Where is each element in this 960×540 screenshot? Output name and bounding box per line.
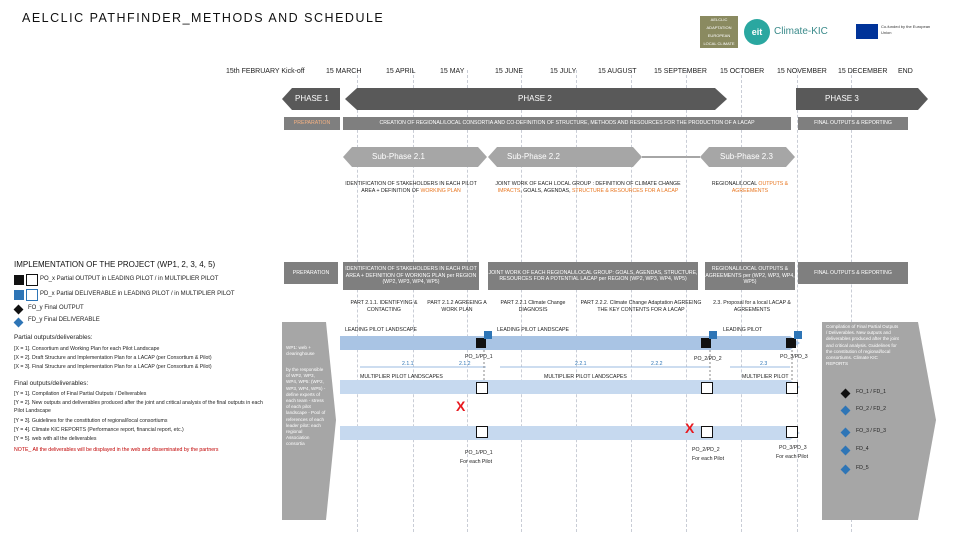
timeline-december: 15 DECEMBER	[838, 68, 888, 75]
deliverables-note: NOTE_ All the deliverables will be displayed in the web and disseminated by the partners	[14, 447, 219, 453]
po3-label: PO_3/PD_3	[780, 354, 808, 360]
marker-2-1-1: 2.1.1	[402, 361, 414, 367]
final-deliverable-5: [Y = 5]. web with all the deliverables	[14, 436, 97, 442]
partial-deliverables-heading: Partial outputs/deliverables:	[14, 334, 93, 341]
marker-2-1-2: 2.1.2	[459, 361, 471, 367]
po2-multiplier-label: PO_2/PD_2	[692, 447, 720, 453]
po2-multiplier-square-icon	[701, 382, 713, 394]
task-2-3: 2.3. Proposal for a local LACAP & AGREEMENTS	[713, 300, 791, 314]
final-deliverable-1: [Y = 1]. Compilation of Final Partial Outputs / Deliverables	[14, 391, 147, 397]
final-outputs-bar: FINAL OUTPUTS & REPORTING	[798, 117, 908, 130]
legend-blue-square-icon	[14, 290, 24, 300]
legend-white-square-icon	[26, 274, 38, 286]
final-item-2: FO_2 / FD_2	[856, 406, 886, 412]
subphase-2-1-desc: IDENTIFICATION OF STAKEHOLDERS IN EACH PILOT AREA + DEFINITION OF WORKING PLAN	[345, 181, 477, 195]
lane-leading-2: LEADING PILOT LANDSCAPE	[497, 327, 569, 333]
timeline-july: 15 JULY	[550, 68, 577, 75]
lane-multiplier-1: MULTIPLIER PILOT LANDSCAPES	[360, 374, 443, 380]
climate-kic-logo: Climate-KIC	[774, 26, 828, 37]
subphase-2-2-label: Sub-Phase 2.2	[507, 152, 560, 161]
legend-black-square-icon	[14, 275, 24, 285]
po2-leading-square-icon	[701, 338, 711, 348]
phase-2-label: PHASE 2	[518, 94, 552, 103]
final-deliverable-3: [Y = 3]. Guidelines for the constitution of regional/local consortiums	[14, 418, 168, 424]
phase-3-arrow	[796, 88, 928, 110]
partial-deliverable-3: [X = 3]. Final Structure and Implementation Plan for a LACAP (per Consortium & Pilot)	[14, 364, 212, 370]
phase-1-label: PHASE 1	[295, 94, 329, 103]
legend-po-x: PO_x Partial OUTPUT in LEADING PILOT / in MULTIPLIER PILOT	[40, 276, 219, 282]
legend-blue-outline-square-icon	[26, 289, 38, 301]
timeline-march: 15 MARCH	[326, 68, 362, 75]
marker-2-3: 2.3	[760, 361, 768, 367]
po3-multiplier2-square-icon	[786, 426, 798, 438]
timeline-august: 15 AUGUST	[598, 68, 637, 75]
aelclic-logo: AELCLIC ADAPTATION EUROPEAN LOCAL CLIMATE	[700, 16, 738, 48]
impl-box-1: IDENTIFICATION OF STAKEHOLDERS IN EACH PILOT AREA + DEFINITION OF WORKING PLAN per REGION (WP2, WP3, WP4, WP5)	[343, 262, 479, 290]
legend-fd-y: FD_y Final DELIVERABLE	[28, 317, 100, 323]
task-2-1-1: PART 2.1.1. IDENTIFYING & CONTACTING	[350, 300, 418, 314]
lane-multiplier-2: MULTIPLIER PILOT LANDSCAPES	[544, 374, 627, 380]
eu-text: Co-funded by the European Union	[881, 24, 931, 35]
final-panel-text: Compilation of Final Partial Outputs / Deliverables. New outputs and deliverables produced after the joint and critical analysis. Guidelines for the constitution of regional/local consortiums. Climate KIC REPORTS	[826, 324, 899, 367]
po3-multiplier-sub: For each Pilot	[776, 454, 809, 460]
x-mark-1: X	[456, 398, 466, 414]
legend-fo-y: FO_y Final OUTPUT	[28, 305, 84, 311]
final-item-4: FD_4	[856, 446, 869, 452]
subphase-2-3-desc: REGIONAL/LOCAL OUTPUTS & AGREEMENTS	[711, 181, 789, 195]
pd1-leading-blue-icon	[484, 331, 492, 339]
pd3-leading-blue-icon	[794, 331, 802, 339]
marker-2-2-1: 2.2.1	[575, 361, 587, 367]
impl-box-3: REGIONAL/LOCAL OUTPUTS & AGREEMENTS per (WP2, WP3, WP4, WP5)	[705, 262, 795, 290]
eit-logo: eit	[744, 19, 770, 45]
po2-multiplier2-square-icon	[701, 426, 713, 438]
impl-final-box: FINAL OUTPUTS & REPORTING	[798, 262, 908, 284]
multiplier-lane-bar-2	[340, 426, 800, 440]
lane-leading-1: LEADING PILOT LANDSCAPE	[345, 327, 417, 333]
po1-leading-square-icon	[476, 338, 486, 348]
po1-label: PO_1/PD_1	[465, 354, 493, 360]
task-2-1-2: PART 2.1.2 AGREEING A WORK PLAN	[427, 300, 487, 314]
multiplier-lane-bar-1	[340, 380, 800, 394]
final-item-5: FD_5	[856, 465, 869, 471]
side-column-responsible: by the responsible of WP2, WP3, WP4, WP5: (WP2, WP3, WP4, WP5) - define experts of each team - stress of each pilot landscape - Pool of references of each leader pilot: each regional Association consortia	[286, 367, 326, 447]
task-2-2-2: PART 2.2.2. Climate Change Adaptation AGREEING THE KEY CONTENTS FOR A LACAP	[580, 300, 702, 314]
timeline-kickoff: 15th FEBRUARY Kick-off	[226, 68, 305, 75]
implementation-title: IMPLEMENTATION OF THE PROJECT (WP1, 2, 3, 4, 5)	[14, 260, 216, 269]
po2-multiplier-sub: For each Pilot	[692, 456, 725, 462]
final-item-1: FO_1 / FD_1	[856, 389, 886, 395]
creation-bar: CREATION OF REGIONAL/LOCAL CONSORTIA AND CO-DEFINITION OF STRUCTURE, METHODS AND RESOURCES FOR THE PRODUCTION OF A LACAP	[343, 117, 791, 130]
lane-leading-3: LEADING PILOT	[723, 327, 763, 333]
final-deliverable-2: [Y = 2]. New outputs and deliverables produced after the joint and critical analysis of the final outputs in each Pilot Landscape	[14, 400, 263, 414]
po1-multiplier-sub: For each Pilot	[460, 459, 493, 465]
timeline-april: 15 APRIL	[386, 68, 416, 75]
po1-multiplier-square-icon	[476, 382, 488, 394]
po3-multiplier-square-icon	[786, 382, 798, 394]
lane-multiplier-3: MULTIPLIER PILOT	[742, 374, 789, 380]
final-deliverable-4: [Y = 4]. Climate KIC REPORTS (Performance report, financial report, etc.)	[14, 427, 184, 433]
timeline-october: 15 OCTOBER	[720, 68, 765, 75]
preparation-bar: PREPARATION	[284, 117, 340, 130]
timeline-may: 15 MAY	[440, 68, 465, 75]
timeline-september: 15 SEPTEMBER	[654, 68, 707, 75]
page-title: AELCLIC PATHFINDER_METHODS AND SCHEDULE	[22, 11, 385, 25]
subphase-2-1-label: Sub-Phase 2.1	[372, 152, 425, 161]
po1-multiplier-label: PO_1/PD_1	[465, 450, 493, 456]
subphase-2-3-label: Sub-Phase 2.3	[720, 152, 773, 161]
po1-multiplier2-square-icon	[476, 426, 488, 438]
impl-preparation-box: PREPARATION	[284, 262, 338, 284]
po3-multiplier-label: PO_3/PD_3	[779, 445, 807, 451]
side-column-wp1: WP1: web + clearinghouse	[286, 345, 315, 357]
partial-deliverable-2: [X = 2]. Draft Structure and Implementation Plan for a LACAP (per Consortium & Pilot)	[14, 355, 212, 361]
pd2-leading-blue-icon	[709, 331, 717, 339]
leading-lane-bar	[340, 336, 800, 350]
po2-label: PO_2/PD_2	[694, 356, 722, 362]
legend-pd-x: PD_x Partial DELIVERABLE in LEADING PILOT / in MULTIPLIER PILOT	[40, 291, 235, 297]
subphase-2-2-desc: JOINT WORK OF EACH LOCAL GROUP : DEFINITION OF CLIMATE CHANGE IMPACTS, GOALS, AGENDAS, STRUCTURE & RESOURCES FOR A LACAP	[495, 181, 681, 195]
timeline-june: 15 JUNE	[495, 68, 524, 75]
timeline-end: END	[898, 68, 913, 75]
timeline-november: 15 NOVEMBER	[777, 68, 827, 75]
marker-2-2-2: 2.2.2	[651, 361, 663, 367]
final-deliverables-heading: Final outputs/deliverables:	[14, 380, 89, 387]
phase-3-label: PHASE 3	[825, 94, 859, 103]
task-2-2-1: PART 2.2.1 Climate Change DIAGNOSIS	[500, 300, 566, 314]
po3-leading-square-icon	[786, 338, 796, 348]
x-mark-2: X	[685, 420, 695, 436]
partial-deliverable-1: [X = 1]. Consortium and Working Plan for each Pilot Landscape	[14, 346, 160, 352]
final-item-3: FO_3 / FD_3	[856, 428, 886, 434]
impl-box-2: JOINT WORK OF EACH REGIONAL/LOCAL GROUP: GOALS, AGENDAS, STRUCTURE, RESOURCES FOR A POTENTIAL LACAP per REGION (WP2, WP3, WP4, WP5)	[488, 262, 698, 290]
